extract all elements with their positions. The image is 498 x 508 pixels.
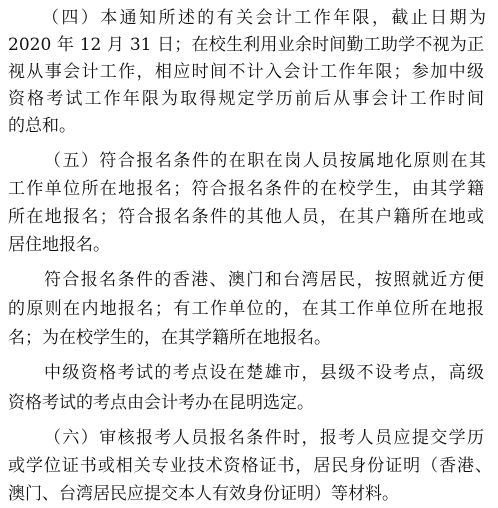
para1-line5: 的总和。 <box>8 116 76 136</box>
para1-line1: （四）本通知所述的有关会计工作年限，截止日期为 <box>42 8 486 28</box>
para4-line2: 资格考试的考点由会计考办在昆明选定。 <box>8 393 314 413</box>
para3-line3: 名；为在校学生的，在其学籍所在地报名。 <box>8 328 331 348</box>
para2-line4: 居住地报名。 <box>8 235 110 255</box>
para1-line2: 2020 年 12 月 31 日；在校生利用业余时间勤工助学不视为正 <box>8 35 484 55</box>
para2-line3: 所在地报名；符合报名条件的其他人员，在其户籍所在地或 <box>8 207 484 227</box>
para2-line2: 工作单位所在地报名；符合报名条件的在校学生，由其学籍 <box>8 179 484 199</box>
para5-line3: 澳门、台湾居民应提交本人有效身份证明）等材料。 <box>8 484 399 504</box>
para3-line1: 符合报名条件的香港、澳门和台湾居民，按照就近方便 <box>44 270 484 290</box>
para1-line3: 视从事会计工作，相应时间不计入会计工作年限；参加中级 <box>8 62 484 82</box>
para3-line2: 的原则在内地报名；有工作单位的，在其工作单位所在地报 <box>8 299 484 319</box>
para4-line1: 中级资格考试的考点设在楚雄市，县级不设考点，高级 <box>44 363 484 383</box>
para5-line1: （六）审核报考人员报名条件时，报考人员应提交学历 <box>44 428 484 448</box>
para5-line2: 或学位证书或相关专业技术资格证书，居民身份证明（香港、 <box>8 456 492 476</box>
para1-line4: 资格考试工作年限为取得规定学历前后从事会计工作时间 <box>8 89 484 109</box>
para2-line1: （五）符合报名条件的在职在岗人员按属地化原则在其 <box>44 151 486 171</box>
